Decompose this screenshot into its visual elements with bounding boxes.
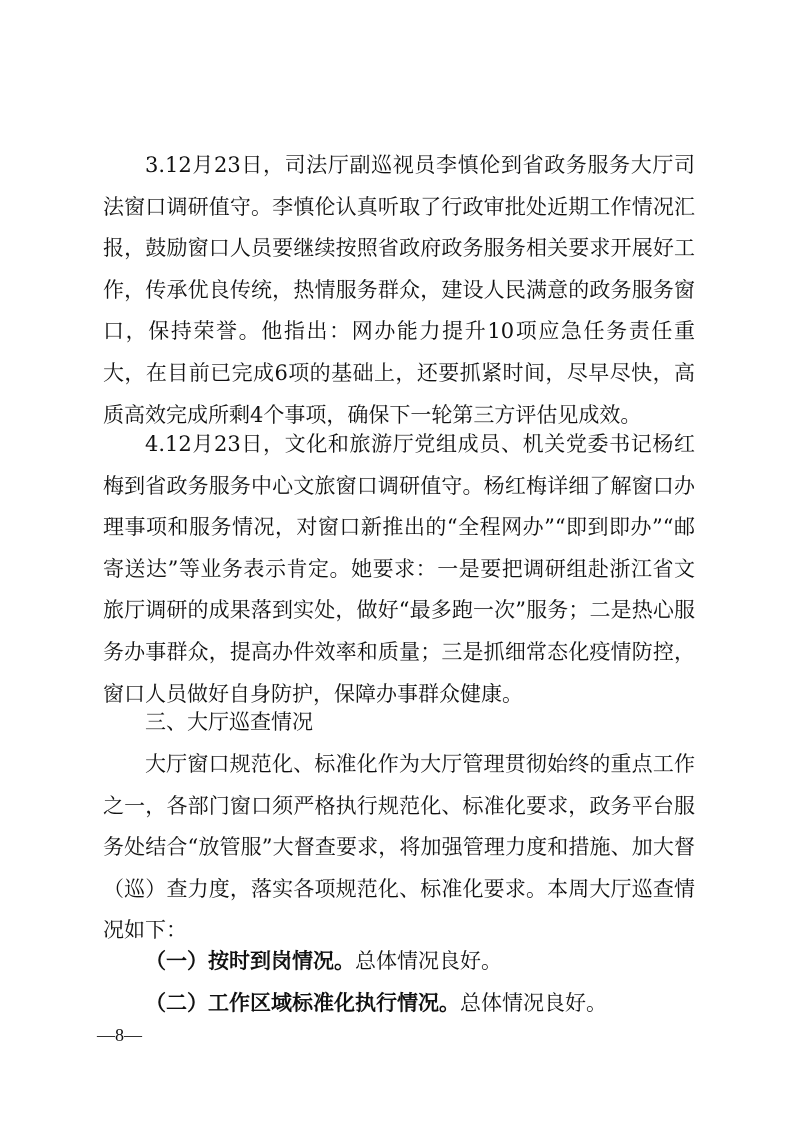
subsection-item-2-text: 总体情况良好。 <box>460 991 607 1015</box>
page-number: —8— <box>97 1025 142 1045</box>
subsection-item-1-text: 总体情况良好。 <box>355 949 502 973</box>
section-heading: 三、大厅巡查情况 <box>145 710 313 734</box>
subsection-item-2-title: （二）工作区域标准化执行情况。 <box>145 990 460 1015</box>
paragraph-item-4: 4.12月23日，文化和旅游厅党组成员、机关党委书记杨红梅到省政务服务中心文旅窗口调研值守。杨红梅详细了解窗口办理事项和服务情况，对窗口新推出的“全程网办”“即到即办”“邮寄送达”等业务表示肯定。她要求：一是要把调研组赴浙江省文旅厅调研的成果落到实处，做好“最多跑一次”服务；二是热心服务办事群众，提高办件效率和质量；三是抓细常态化疫情防控，窗口人员做好自身防护，保障办事群众健康。 <box>103 432 695 706</box>
subsection-item-1-title: （一）按时到岗情况。 <box>145 948 355 973</box>
paragraph-item-3: 3.12月23日，司法厅副巡视员李慎伦到省政务服务大厅司法窗口调研值守。李慎伦认真听取了行政审批处近期工作情况汇报，鼓励窗口人员要继续按照省政府政务服务相关要求开展好工作，传承优良传统，热情服务群众，建设人民满意的政务服务窗口，保持荣誉。他指出：网办能力提升10项应急任务责任重大，在目前已完成6项的基础上，还要抓紧时间，尽早尽快，高质高效完成所剩4个事项，确保下一轮第三方评估见成效。 <box>103 153 695 427</box>
subsection-item-1 <box>145 940 502 983</box>
subsection-item-2 <box>145 982 607 1025</box>
section-body-paragraph: 大厅窗口规范化、标准化作为大厅管理贯彻始终的重点工作之一，各部门窗口须严格执行规范化、标准化要求，政务平台服务处结合“放管服”大督查要求，将加强管理力度和措施、加大督（巡）查力度，落实各项规范化、标准化要求。本周大厅巡查情况如下： <box>103 752 695 943</box>
